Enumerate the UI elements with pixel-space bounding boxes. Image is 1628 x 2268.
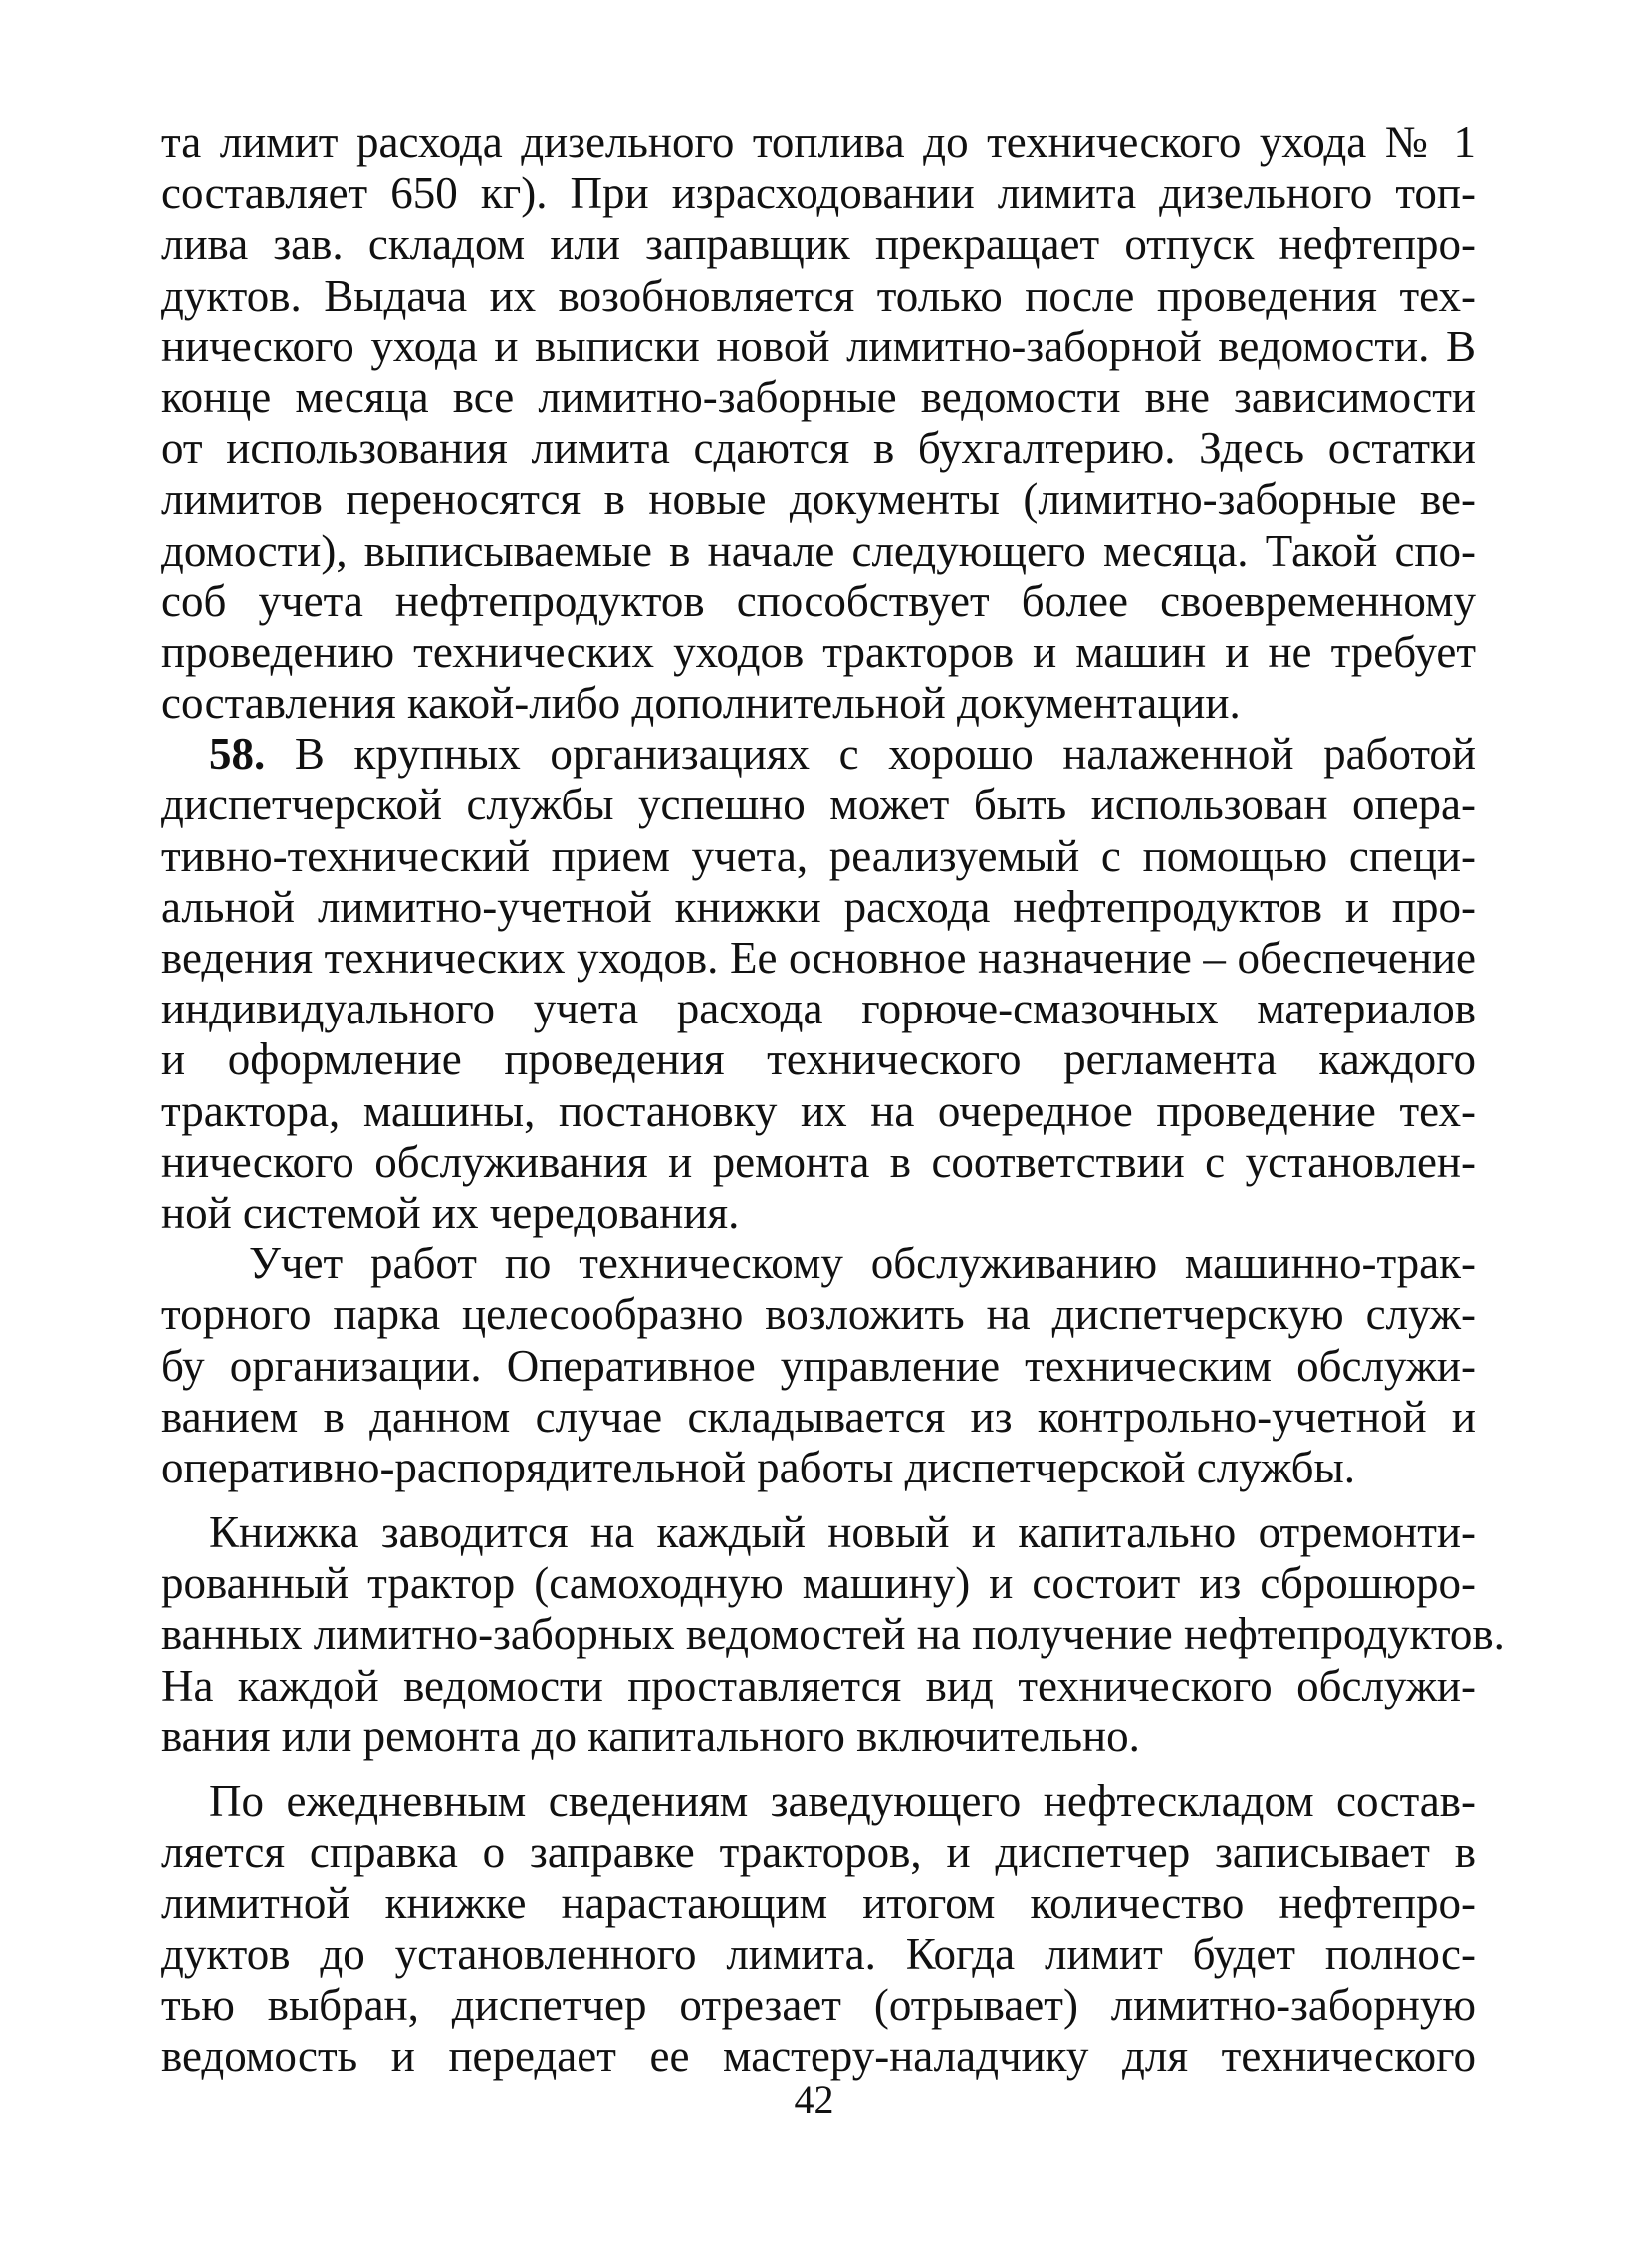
paragraph-2 xyxy=(161,729,1476,1239)
text-line xyxy=(161,729,1476,780)
text-line: На каждой ведомости проставляется вид технического обслужи- xyxy=(161,1660,1476,1710)
text-line: та лимит расхода дизельного топлива до технического ухода № 1 xyxy=(161,117,1476,167)
text-line: дуктов до установленного лимита. Когда лимит будет полнос- xyxy=(161,1928,1476,1979)
text-line: от использования лимита сдаются в бухгалтерию. Здесь остатки xyxy=(161,423,1476,474)
text-line: ванных лимитно-заборных ведомостей на получение нефтепродуктов. xyxy=(161,1609,1505,1660)
section-number: 58. xyxy=(209,729,266,780)
text-line: тивно-технический прием учета, реализуемый с помощью специ- xyxy=(161,830,1476,881)
text-line: ведомость и передает ее мастеру-наладчику для технического xyxy=(161,2030,1476,2081)
text-line: ведения технических уходов. Ее основное назначение – обеспечение xyxy=(161,933,1476,983)
text-line: ляется справка о заправке тракторов, и диспетчер записывает в xyxy=(161,1827,1476,1878)
text-line: составления какой-либо дополнительной документации. xyxy=(161,678,1241,729)
text-line: лимитов переносятся в новые документы (лимитно-заборные ве- xyxy=(161,474,1476,525)
text-line: вания или ремонта до капитального включительно. xyxy=(161,1710,1140,1761)
text-line: диспетчерской службы успешно может быть использован опера- xyxy=(161,780,1476,830)
text-line: Книжка заводится на каждый новый и капитально отремонти- xyxy=(209,1507,1476,1558)
text-line: ной системой их чередования. xyxy=(161,1187,740,1238)
text-line: лива зав. складом или заправщик прекращает отпуск нефтепро- xyxy=(161,219,1476,270)
paragraph-4 xyxy=(161,1507,1505,1762)
text-line: соб учета нефтепродуктов способствует более своевременному xyxy=(161,575,1476,626)
text-line: альной лимитно-учетной книжки расхода нефтепродуктов и про- xyxy=(161,881,1476,932)
paragraph-1 xyxy=(161,117,1476,729)
text-line: дуктов. Выдача их возобновляется только после проведения тех- xyxy=(161,270,1476,321)
text-line: нического обслуживания и ремонта в соответствии с установлен- xyxy=(161,1136,1476,1187)
page-number: 42 xyxy=(794,2077,834,2122)
text-line: и оформление проведения технического регламента каждого xyxy=(161,1034,1476,1085)
document-page xyxy=(161,117,1505,2082)
paragraph-3 xyxy=(161,1239,1476,1493)
text-line: проведению технических уходов тракторов и машин и не требует xyxy=(161,626,1476,677)
text-line: торного парка целесообразно возложить на диспетчерскую служ- xyxy=(161,1289,1476,1340)
text-line: рованный трактор (самоходную машину) и состоит из сброшюро- xyxy=(161,1558,1476,1609)
text-line: составляет 650 кг). При израсходовании лимита дизельного топ- xyxy=(161,168,1476,219)
text-line: Учет работ по техническому обслуживанию машинно-трак- xyxy=(249,1239,1476,1289)
text-line: нического ухода и выписки новой лимитно-заборной ведомости. В xyxy=(161,321,1476,371)
text-line: лимитной книжке нарастающим итогом количество нефтепро- xyxy=(161,1878,1476,1928)
text-span: В крупных организациях с хорошо налаженной работой xyxy=(294,729,1477,780)
text-line: трактора, машины, постановку их на очередное проведение тех- xyxy=(161,1085,1476,1136)
text-line: оперативно-распорядительной работы диспетчерской службы. xyxy=(161,1442,1355,1492)
text-line: По ежедневным сведениям заведующего нефтескладом состав- xyxy=(209,1776,1476,1826)
paragraph-gap xyxy=(161,1493,1476,1507)
paragraph-gap xyxy=(161,1762,1476,1776)
text-line: домости), выписываемые в начале следующего месяца. Такой спо- xyxy=(161,525,1476,575)
text-line: конце месяца все лимитно-заборные ведомости вне зависимости xyxy=(161,371,1476,422)
text-line: тью выбран, диспетчер отрезает (отрывает) лимитно-заборную xyxy=(161,1979,1476,2030)
paragraph-5 xyxy=(161,1776,1476,2082)
text-line: бу организации. Оперативное управление техническим обслужи- xyxy=(161,1340,1476,1391)
text-line: индивидуального учета расхода горюче-смазочных материалов xyxy=(161,984,1476,1034)
text-line: ванием в данном случае складывается из контрольно-учетной и xyxy=(161,1391,1476,1442)
